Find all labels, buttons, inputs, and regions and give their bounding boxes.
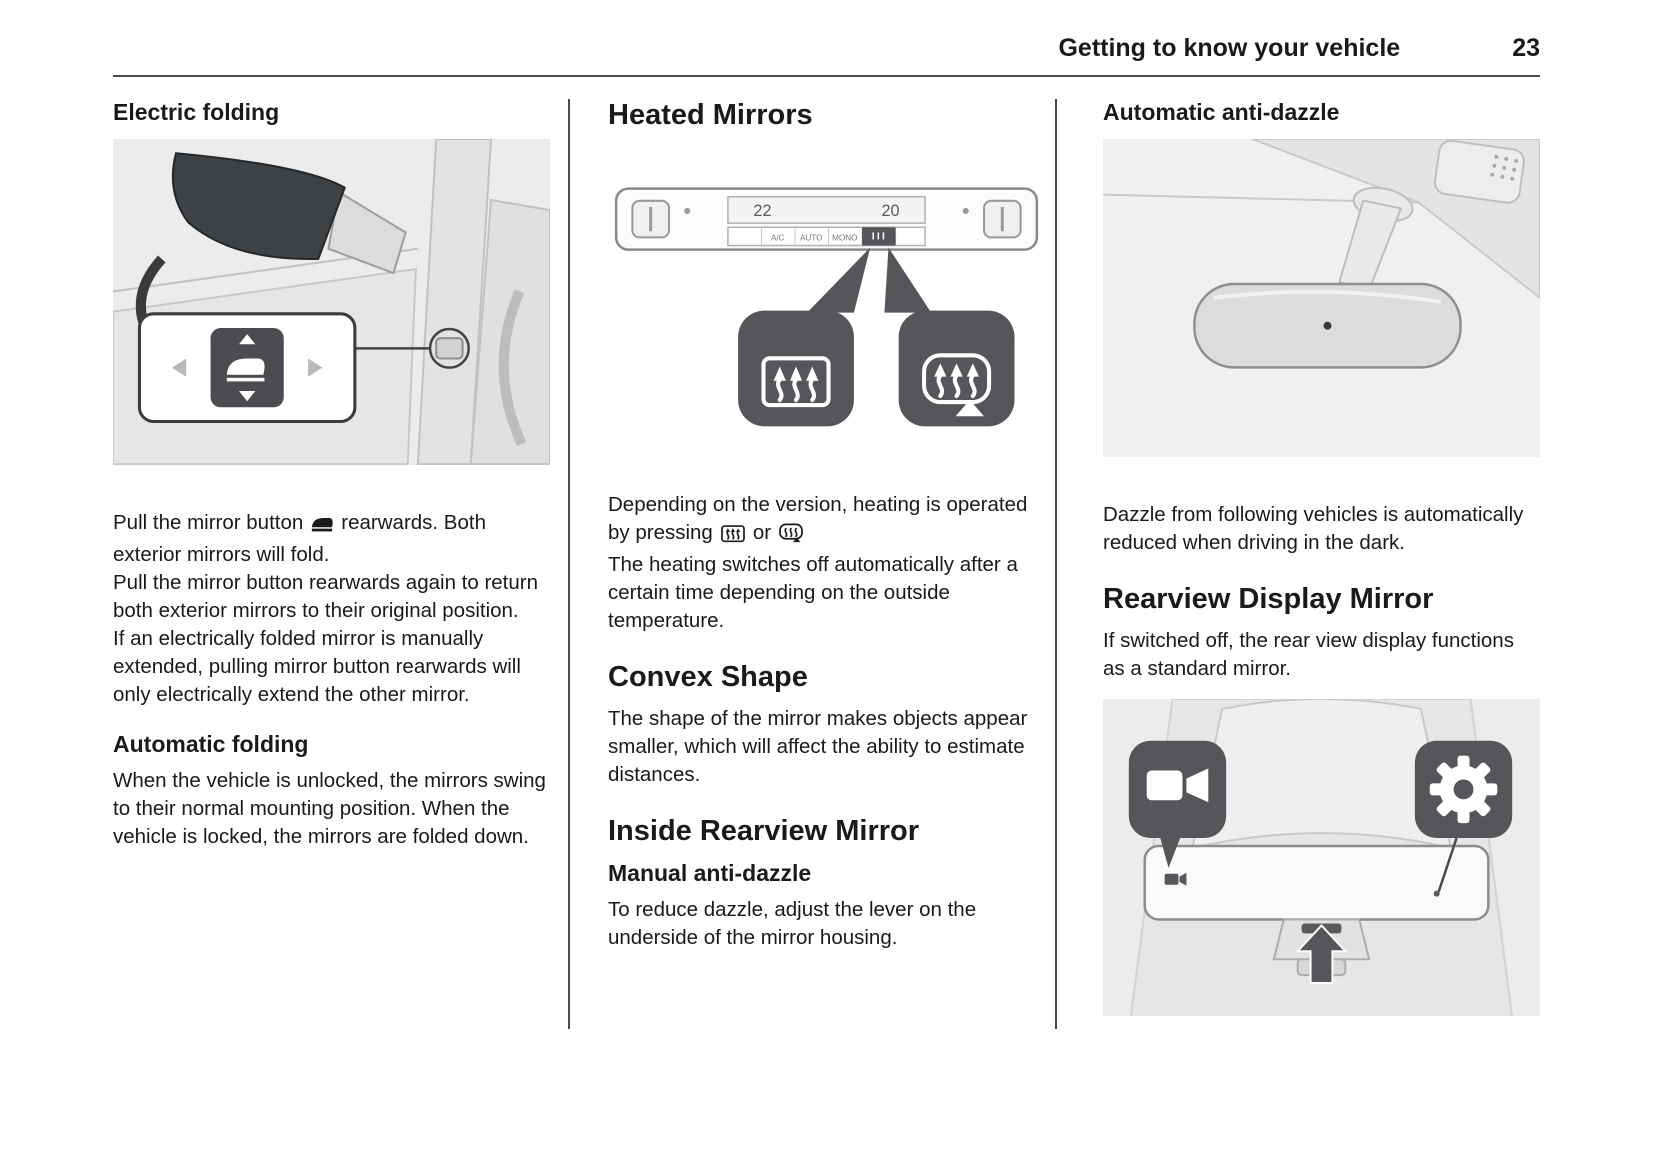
paragraph: Pull the mirror button rearwards again to return both exterior mirrors to their original position. xyxy=(113,570,539,622)
door-mirror-switch xyxy=(436,339,462,359)
column-divider xyxy=(1055,99,1057,1029)
column-heated-mirrors xyxy=(608,99,1045,1016)
interior-mirror-figure-svg xyxy=(1103,139,1540,457)
anti-dazzle-sensor xyxy=(1323,322,1331,330)
temp-right-readout: 20 xyxy=(881,202,900,221)
display-mirror-figure-svg xyxy=(1103,699,1540,1017)
heading-manual-anti-dazzle: Manual anti-dazzle xyxy=(608,859,812,886)
heading-convex-shape: Convex Shape xyxy=(608,661,808,694)
overhead-console xyxy=(1433,140,1525,205)
page-content xyxy=(113,99,1540,1016)
electric-folding-figure-svg xyxy=(113,139,550,464)
temp-left-readout: 22 xyxy=(753,202,772,221)
paragraph: Dazzle from following vehicles is automatically reduced when driving in the dark. xyxy=(1103,503,1524,555)
heading-automatic-anti-dazzle: Automatic anti-dazzle xyxy=(1103,99,1340,125)
text-run: rearwards. Both exterior mirrors will fold. xyxy=(113,510,486,566)
rear-window-heating-icon xyxy=(720,521,746,551)
column-rearview xyxy=(1103,99,1540,1016)
heading-electric-folding: Electric folding xyxy=(113,99,280,125)
paragraph: If an electrically folded mirror is manually extended, pulling mirror button rearwards will only electrically extend the other mirror. xyxy=(113,626,521,706)
rear-window-heating-icon xyxy=(738,311,854,427)
climate-panel-figure-svg xyxy=(608,150,1045,455)
page-header xyxy=(113,34,1540,77)
heated-mirror-icon xyxy=(778,521,804,551)
ac-button-label: A/C xyxy=(770,233,785,243)
column-electric-folding xyxy=(113,99,550,1016)
paragraph: To reduce dazzle, adjust the lever on the underside of the mirror housing. xyxy=(608,898,977,950)
auto-anti-dazzle-illustration xyxy=(1103,139,1540,457)
heading-rearview-display-mirror: Rearview Display Mirror xyxy=(1103,583,1434,616)
auto-button-label: AUTO xyxy=(800,233,823,243)
paragraph: If switched off, the rear view display functions as a standard mirror. xyxy=(1103,628,1514,680)
heading-automatic-folding: Automatic folding xyxy=(113,730,309,757)
text-run: Depending on the version, heating is operated by pressing xyxy=(608,493,1028,545)
exterior-mirror-icon xyxy=(310,513,334,541)
gear-icon xyxy=(1415,740,1512,837)
column-divider xyxy=(568,99,570,1029)
rearview-display-illustration xyxy=(1103,699,1540,1017)
chapter-title: Getting to know your vehicle xyxy=(1058,34,1401,62)
car-roof xyxy=(1192,699,1450,848)
mono-button-label: MONO xyxy=(832,233,858,243)
page-number: 23 xyxy=(1512,34,1540,62)
text-run: Pull the mirror button xyxy=(113,510,304,534)
camera-icon xyxy=(1129,740,1226,837)
rearview-display-mirror xyxy=(1145,846,1489,919)
heated-mirrors-illustration xyxy=(608,150,1045,455)
paragraph: The shape of the mirror makes objects appear smaller, which will affect the ability to estimate distances. xyxy=(608,706,1028,786)
climate-control-panel xyxy=(616,189,1037,250)
camera-glyph-on-glass xyxy=(1165,872,1187,885)
paragraph: The heating switches off automatically after a certain time depending on the outside temperature. xyxy=(608,553,1018,633)
mirror-switch-inset xyxy=(139,314,354,422)
paragraph xyxy=(113,509,550,569)
heading-heated-mirrors: Heated Mirrors xyxy=(608,99,813,131)
paragraph xyxy=(608,491,1045,551)
heated-mirror-icon xyxy=(899,311,1015,427)
electric-folding-illustration xyxy=(113,139,550,464)
heading-inside-rearview-mirror: Inside Rearview Mirror xyxy=(608,814,920,847)
paragraph: When the vehicle is unlocked, the mirrors swing to their normal mounting position. When the vehicle is locked, the mirrors are folded down. xyxy=(113,769,546,849)
text-run: or xyxy=(752,521,772,545)
